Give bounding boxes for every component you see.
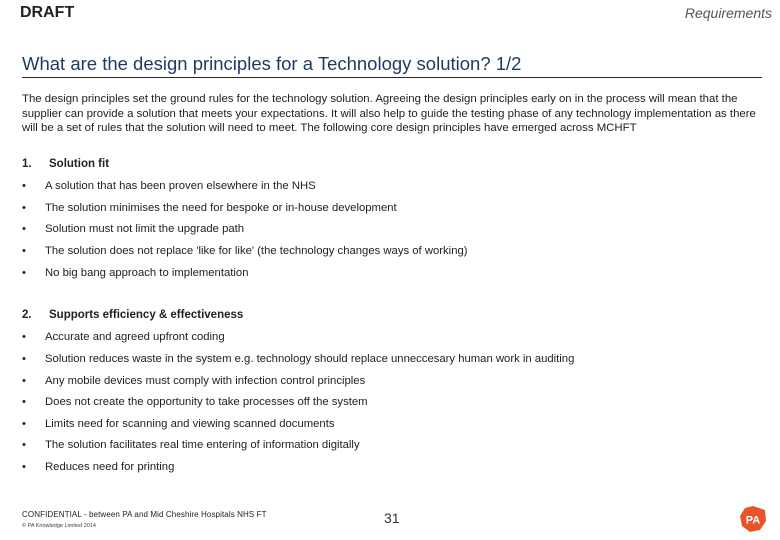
list-item-text: Reduces need for printing	[45, 461, 175, 473]
section-heading-text: Solution fit	[49, 158, 110, 170]
list-item-text: No big bang approach to implementation	[45, 267, 249, 279]
bullet: •	[22, 267, 26, 279]
bullet: •	[22, 375, 26, 387]
list-item	[22, 439, 360, 451]
title-divider	[22, 77, 762, 78]
list-item	[22, 331, 225, 343]
list-item-text: Solution reduces waste in the system e.g. technology should replace unneccesary human work in auditing	[45, 353, 575, 365]
bullet: •	[22, 353, 26, 365]
bullet: •	[22, 461, 26, 473]
list-item	[22, 375, 365, 387]
list-item-text: Any mobile devices must comply with infection control principles	[45, 375, 366, 387]
list-item	[22, 245, 468, 257]
list-item-text: The solution minimises the need for bespoke or in-house development	[45, 202, 397, 214]
logo-text: PA	[745, 514, 761, 527]
intro-paragraph: The design principles set the ground rules for the technology solution. Agreeing the design principles early on in the process will mean that the supplier can provide a solution that meets your expectations. It will also help to guide the testing phase of any technology implementation as there will be a set of rules that the solution will need to meet. The following core design principles have emerged across MCHFT	[22, 93, 756, 134]
bullet: •	[22, 418, 26, 430]
section-number: 2.	[22, 309, 32, 321]
list-item-text: Accurate and agreed upfront coding	[45, 331, 225, 343]
list-item-text: Limits need for scanning and viewing scanned documents	[45, 418, 335, 430]
list-item	[22, 461, 174, 473]
bullet: •	[22, 202, 26, 214]
bullet: •	[22, 331, 26, 343]
list-item-text: The solution facilitates real time entering of information digitally	[45, 439, 360, 451]
page-title: What are the design principles for a Technology solution? 1/2	[22, 53, 522, 74]
bullet: •	[22, 180, 26, 192]
list-item-text: A solution that has been proven elsewhere in the NHS	[45, 180, 316, 192]
footer-copyright: © PA Knowledge Limited 2014	[22, 523, 96, 529]
list-item	[22, 353, 574, 365]
draft-label: DRAFT	[20, 4, 75, 21]
section-heading-solution-fit	[22, 158, 109, 170]
list-item	[22, 202, 397, 214]
section-heading-efficiency	[22, 309, 243, 321]
page-number: 31	[384, 510, 400, 526]
section-heading-text: Supports efficiency & effectiveness	[49, 309, 244, 321]
bullet: •	[22, 245, 26, 257]
list-item	[22, 223, 244, 235]
list-item	[22, 180, 316, 192]
list-item	[22, 418, 335, 430]
list-item-text: Solution must not limit the upgrade path	[45, 223, 245, 235]
pa-logo-icon	[738, 505, 768, 533]
bullet: •	[22, 396, 26, 408]
section-label: Requirements	[684, 5, 772, 21]
list-item-text: Does not create the opportunity to take processes off the system	[45, 396, 368, 408]
list-item	[22, 396, 368, 408]
footer-confidential: CONFIDENTIAL - between PA and Mid Cheshire Hospitals NHS FT	[22, 510, 267, 519]
list-item	[22, 267, 248, 279]
section-number: 1.	[22, 158, 32, 170]
bullet: •	[22, 439, 26, 451]
bullet: •	[22, 223, 26, 235]
list-item-text: The solution does not replace 'like for like' (the technology changes ways of working)	[45, 245, 468, 257]
